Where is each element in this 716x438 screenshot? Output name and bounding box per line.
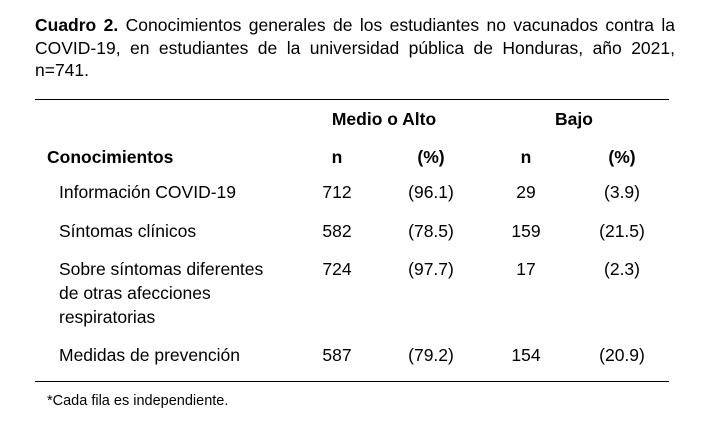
table-footnote: *Cada fila es independiente. — [47, 393, 229, 409]
cell-pct-bajo: (2.3) — [604, 259, 640, 279]
table-caption — [35, 14, 675, 82]
cell-pct-bajo: (20.9) — [599, 345, 645, 365]
cell-pct-bajo: (21.5) — [599, 221, 645, 241]
caption-text: Conocimientos generales de los estudiantes no vacunados contra la COVID-19, en estudiantes de la universidad pública de Honduras, año 2021, n=741. — [35, 15, 675, 80]
caption-label: Cuadro 2. — [35, 15, 119, 35]
cell-pct-bajo: (3.9) — [604, 182, 640, 202]
table-top-rule — [35, 99, 669, 100]
row-label: Síntomas clínicos — [59, 221, 197, 241]
cell-pct-medio-alto: (78.5) — [408, 221, 454, 241]
table-bottom-rule — [35, 381, 669, 382]
cell-n-medio-alto: 587 — [322, 345, 352, 365]
column-header-conocimientos: Conocimientos — [47, 147, 174, 167]
column-header-pct-bajo: (%) — [608, 147, 636, 167]
cell-n-bajo: 159 — [511, 221, 541, 241]
column-header-n-bajo: n — [520, 147, 532, 167]
cell-n-medio-alto: 712 — [322, 182, 352, 202]
column-header-n-medio-alto: n — [331, 147, 343, 167]
cell-n-bajo: 17 — [516, 259, 536, 279]
row-label: Información COVID-19 — [59, 182, 237, 202]
column-header-pct-medio-alto: (%) — [417, 147, 445, 167]
row-label: Medidas de prevención — [59, 345, 240, 365]
cell-pct-medio-alto: (97.7) — [408, 259, 454, 279]
cell-n-bajo: 29 — [516, 182, 536, 202]
cell-pct-medio-alto: (96.1) — [408, 182, 454, 202]
cell-n-medio-alto: 724 — [322, 259, 352, 279]
group-header-bajo: Bajo — [555, 109, 593, 129]
cell-pct-medio-alto: (79.2) — [408, 345, 454, 365]
cell-n-medio-alto: 582 — [322, 221, 352, 241]
group-header-medio-alto: Medio o Alto — [331, 109, 437, 129]
cell-n-bajo: 154 — [511, 345, 541, 365]
row-label: Sobre síntomas diferentes de otras afecciones respiratorias — [59, 259, 264, 327]
